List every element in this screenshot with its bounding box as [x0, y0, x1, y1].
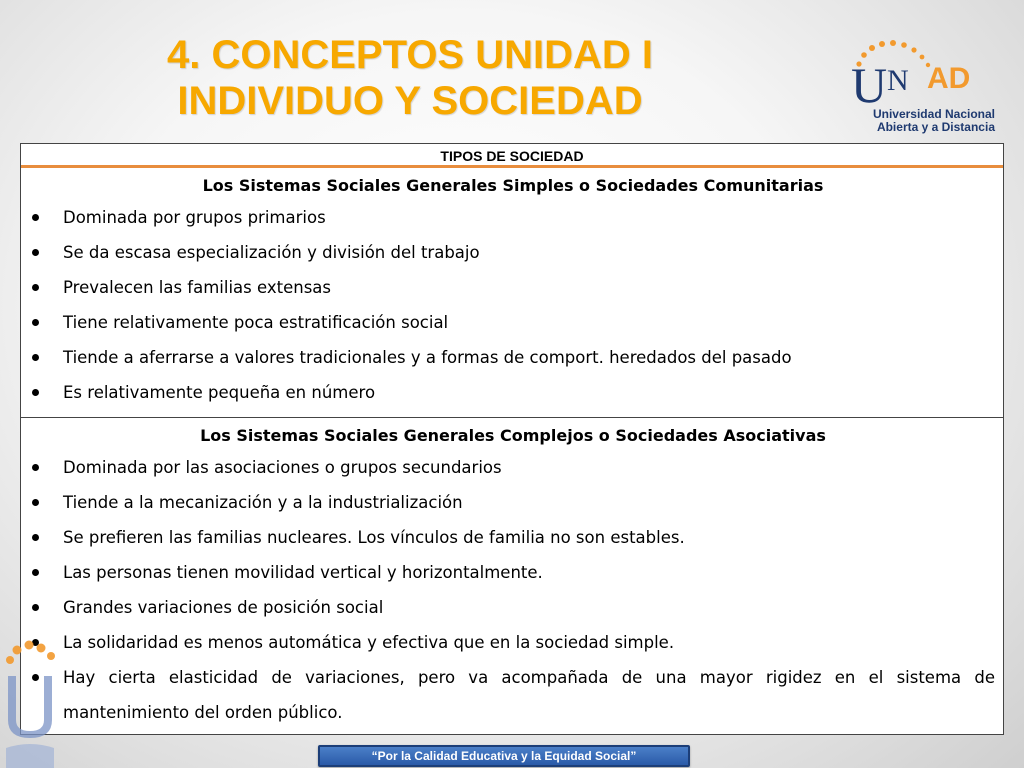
bullet-list [29, 450, 997, 730]
bullet-icon [32, 464, 39, 471]
bullet-icon [32, 604, 39, 611]
bullet-icon [32, 499, 39, 506]
bullet-icon [32, 534, 39, 541]
slide-title-line-1: 4. CONCEPTOS UNIDAD I [167, 33, 653, 77]
section-complex-societies [21, 418, 1003, 734]
list-item: Tiene relativamente poca estratificación social [29, 305, 997, 340]
corner-u-watermark-icon [0, 640, 70, 768]
list-item: Se prefieren las familias nucleares. Los vínculos de familia no son estables. [29, 520, 997, 555]
list-item: Hay cierta elasticidad de variaciones, pero va acompañada de una mayor rigidez en el sistema de mantenimiento del orden público. [29, 660, 997, 730]
footer-slogan-banner: “Por la Calidad Educativa y la Equidad Social” [318, 745, 690, 767]
unad-logo-mark [845, 40, 995, 108]
section-simple-societies [21, 168, 1003, 418]
slide-title-line-2: INDIVIDUO Y SOCIEDAD [177, 79, 643, 123]
society-types-table [20, 143, 1004, 735]
list-item: Se da escasa especialización y división del trabajo [29, 235, 997, 270]
bullet-icon [32, 284, 39, 291]
bullet-icon [32, 354, 39, 361]
bullet-list [29, 200, 997, 410]
list-item: Dominada por grupos primarios [29, 200, 997, 235]
list-item: Las personas tienen movilidad vertical y horizontalmente. [29, 555, 997, 590]
bullet-icon [32, 389, 39, 396]
list-item: Grandes variaciones de posición social [29, 590, 997, 625]
list-item: Tiende a aferrarse a valores tradicionales y a formas de comport. heredados del pasado [29, 340, 997, 375]
section-title: Los Sistemas Sociales Generales Complejos o Sociedades Asociativas [200, 426, 826, 445]
slide-title [100, 32, 720, 124]
logo-name-line-2: Abierta y a Distancia [876, 120, 995, 134]
bullet-icon [32, 569, 39, 576]
section-title: Los Sistemas Sociales Generales Simples o Sociedades Comunitarias [202, 176, 824, 195]
bullet-icon [32, 319, 39, 326]
bullet-icon [32, 249, 39, 256]
logo-letter-u: U [851, 57, 888, 108]
unad-logo [845, 40, 995, 140]
list-item: Es relativamente pequeña en número [29, 375, 997, 410]
list-item: Dominada por las asociaciones o grupos secundarios [29, 450, 997, 485]
logo-letter-n: N [887, 64, 909, 97]
list-item: Prevalecen las familias extensas [29, 270, 997, 305]
logo-letters-ad: AD [927, 62, 971, 95]
list-item: La solidaridad es menos automática y efectiva que en la sociedad simple. [29, 625, 997, 660]
bullet-icon [32, 214, 39, 221]
list-item: Tiende a la mecanización y a la industrialización [29, 485, 997, 520]
logo-name-line-1: Universidad Nacional [872, 107, 995, 121]
table-header: TIPOS DE SOCIEDAD [21, 144, 1003, 168]
